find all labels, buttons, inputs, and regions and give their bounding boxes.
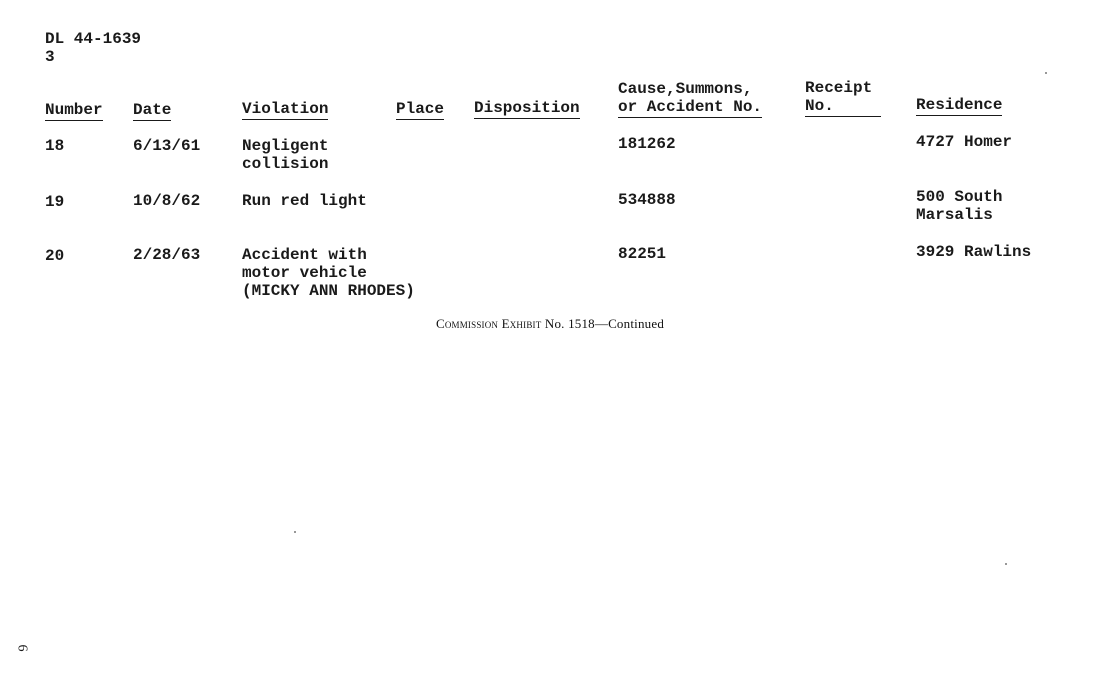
scan-speck — [294, 531, 296, 533]
column-header-disposition-label: Disposition — [474, 99, 580, 117]
column-header-cause-line2: or Accident No. — [618, 98, 763, 116]
row-3-number: 20 — [45, 247, 65, 265]
column-header-receipt — [805, 79, 881, 117]
column-header-number-label: Number — [45, 101, 103, 119]
row-3-cause: 82251 — [618, 245, 667, 263]
row-2-residence: 500 South Marsalis — [916, 188, 1003, 224]
row-1-violation: Negligent collision — [242, 137, 329, 173]
column-header-place — [396, 100, 444, 120]
exhibit-caption-prefix: Commission Exhibit — [435, 316, 542, 331]
column-header-receipt-line2: No. — [805, 97, 881, 117]
column-header-date-label: Date — [133, 101, 172, 119]
column-header-disposition — [474, 99, 580, 119]
exhibit-caption — [0, 316, 1094, 332]
exhibit-caption-suffix: No. 1518—Continued — [544, 316, 665, 331]
column-header-residence — [916, 96, 1002, 116]
row-1-number: 18 — [45, 137, 65, 155]
column-header-violation — [242, 100, 328, 120]
row-2-violation: Run red light — [242, 192, 367, 210]
row-3-violation: Accident with motor vehicle (MICKY ANN RHODES) — [242, 246, 415, 300]
scan-speck — [1005, 563, 1007, 565]
row-2-date: 10/8/62 — [133, 192, 201, 210]
margin-page-mark: 6 — [14, 644, 30, 652]
column-header-place-label: Place — [396, 100, 445, 118]
column-header-receipt-line1: Receipt — [805, 79, 873, 97]
column-header-date — [133, 101, 171, 121]
row-3-residence: 3929 Rawlins — [916, 243, 1032, 261]
scan-speck — [1045, 72, 1047, 74]
row-2-number: 19 — [45, 193, 65, 211]
column-header-cause — [618, 80, 762, 118]
column-header-cause-line1: Cause,Summons, — [618, 80, 753, 98]
file-number: DL 44-1639 — [45, 30, 142, 48]
column-header-number — [45, 101, 103, 121]
row-1-cause: 181262 — [618, 135, 676, 153]
page-number: 3 — [45, 48, 55, 66]
column-header-residence-label: Residence — [916, 96, 1003, 114]
row-1-date: 6/13/61 — [133, 137, 201, 155]
row-1-residence: 4727 Homer — [916, 133, 1013, 151]
row-2-cause: 534888 — [618, 191, 676, 209]
column-header-violation-label: Violation — [242, 100, 329, 118]
row-3-date: 2/28/63 — [133, 246, 201, 264]
